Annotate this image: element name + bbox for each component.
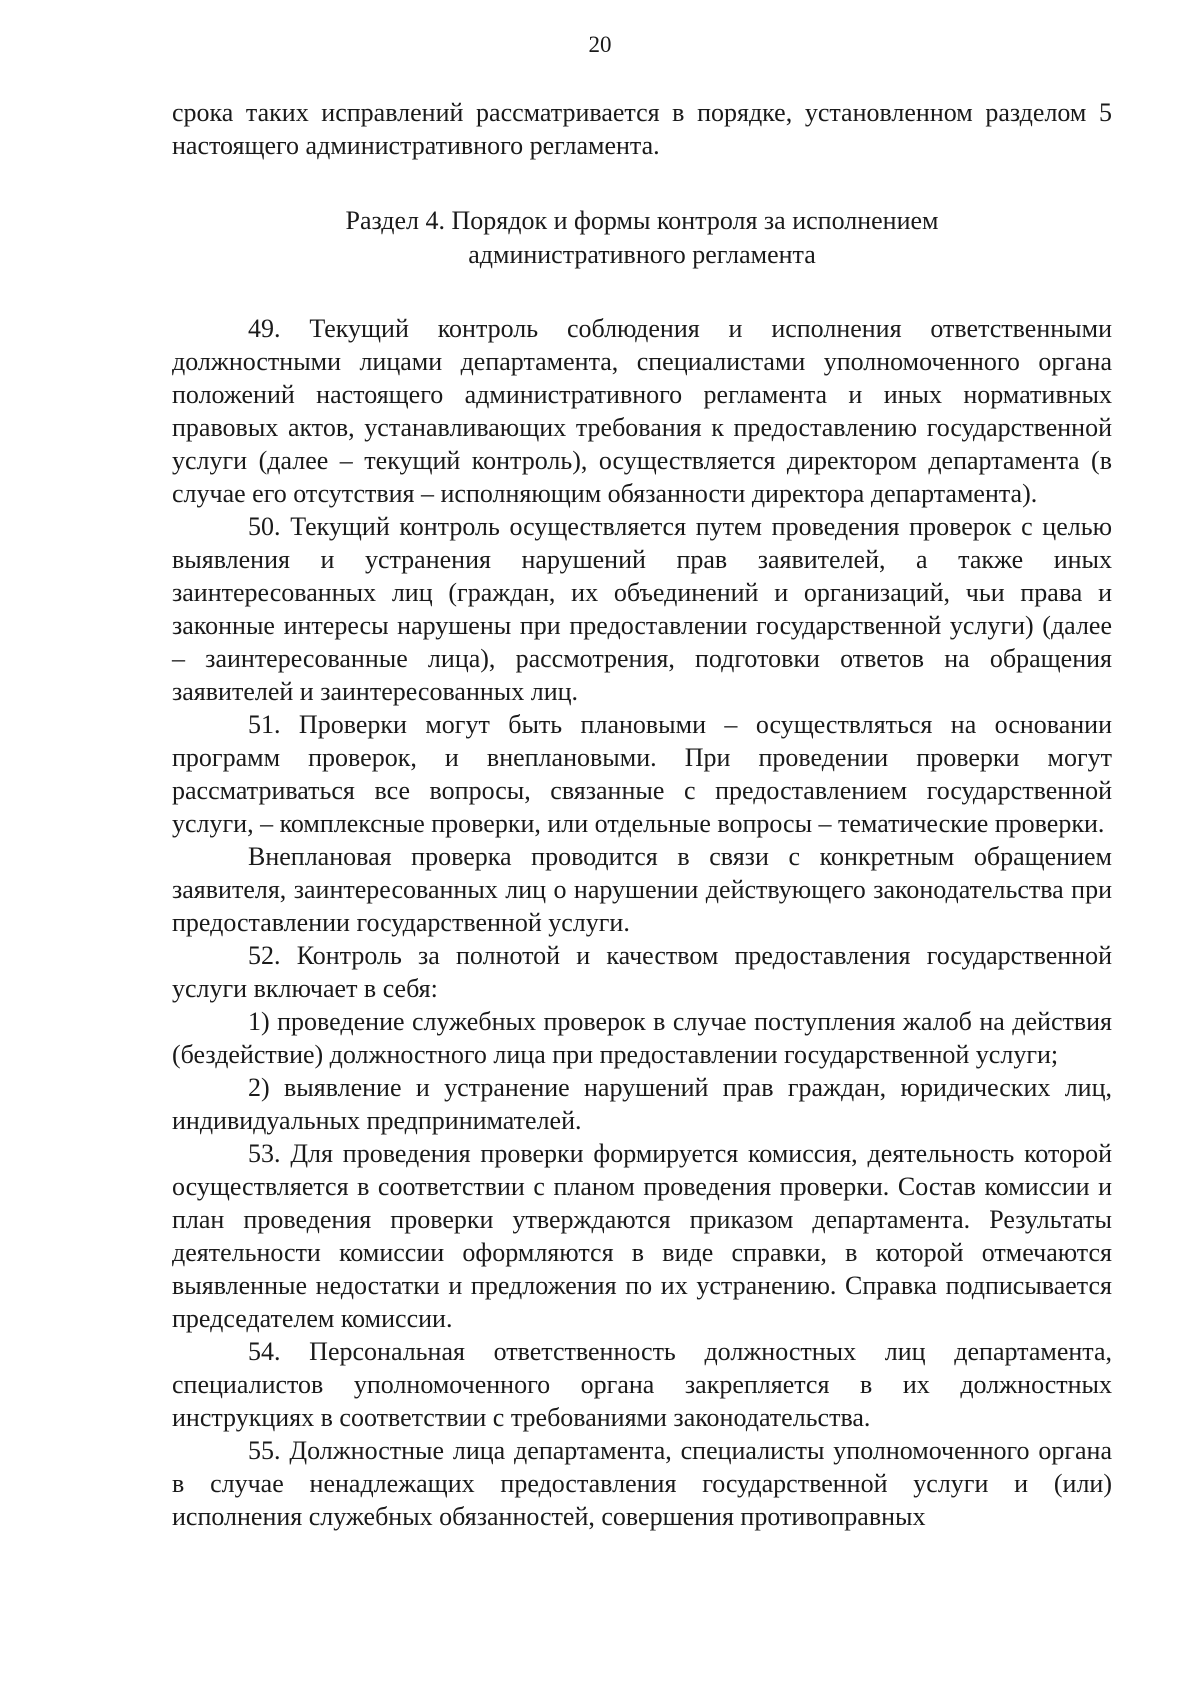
list-item-1: 1) проведение служебных проверок в случае поступления жалоб на действия (бездействие) должностного лица при предоставлении государственной услуги; [172, 1007, 1112, 1069]
page-number: 20 [588, 32, 612, 57]
section-heading-line-1: Раздел 4. Порядок и формы контроля за исполнением [345, 206, 939, 235]
section-heading-line-2: административного регламента [468, 240, 816, 269]
paragraph-51: 51. Проверки могут быть плановыми – осуществляться на основании программ проверок, и внеплановыми. При проведении проверки могут рассматриваться все вопросы, связанные с предоставлением государственной услуги, – комплексные проверки, или отдельные вопросы – тематические проверки. [172, 710, 1112, 838]
paragraph-54: 54. Персональная ответственность должностных лиц департамента, специалистов уполномоченного органа закрепляется в их должностных инструкциях в соответствии с требованиями законодательства. [172, 1337, 1112, 1432]
opening-paragraph: срока таких исправлений рассматривается в порядке, установленном разделом 5 настоящего административного регламента. [172, 98, 1112, 160]
list-item-2: 2) выявление и устранение нарушений прав граждан, юридических лиц, индивидуальных предпринимателей. [172, 1073, 1112, 1135]
paragraph-unscheduled-inspection: Внеплановая проверка проводится в связи с конкретным обращением заявителя, заинтересованных лиц о нарушении действующего законодательства при предоставлении государственной услуги. [172, 842, 1112, 937]
paragraph-49: 49. Текущий контроль соблюдения и исполнения ответственными должностными лицами департамента, специалистами уполномоченного органа положений настоящего административного регламента и иных нормативных правовых актов, устанавливающих требования к предоставлению государственной услуги (далее – текущий контроль), осуществляется директором департамента (в случае его отсутствия – исполняющим обязанности директора департамента). [172, 314, 1112, 508]
paragraph-55: 55. Должностные лица департамента, специалисты уполномоченного органа в случае ненадлежащих предоставления государственной услуги и (или) исполнения служебных обязанностей, совершения противоправных [172, 1436, 1112, 1531]
paragraph-50: 50. Текущий контроль осуществляется путем проведения проверок с целью выявления и устранения нарушений прав заявителей, а также иных заинтересованных лиц (граждан, их объединений и организаций, чьи права и законные интересы нарушены при предоставлении государственной услуги) (далее – заинтересованные лица), рассмотрения, подготовки ответов на обращения заявителей и заинтересованных лиц. [172, 512, 1112, 706]
paragraph-53: 53. Для проведения проверки формируется комиссия, деятельность которой осуществляется в соответствии с планом проведения проверки. Состав комиссии и план проведения проверки утверждаются приказом департамента. Результаты деятельности комиссии оформляются в виде справки, в которой отмечаются выявленные недостатки и предложения по их устранению. Справка подписывается председателем комиссии. [172, 1139, 1112, 1333]
section-heading [172, 204, 1112, 272]
paragraph-52: 52. Контроль за полнотой и качеством предоставления государственной услуги включает в себя: [172, 941, 1112, 1003]
document-body [172, 96, 1112, 1533]
